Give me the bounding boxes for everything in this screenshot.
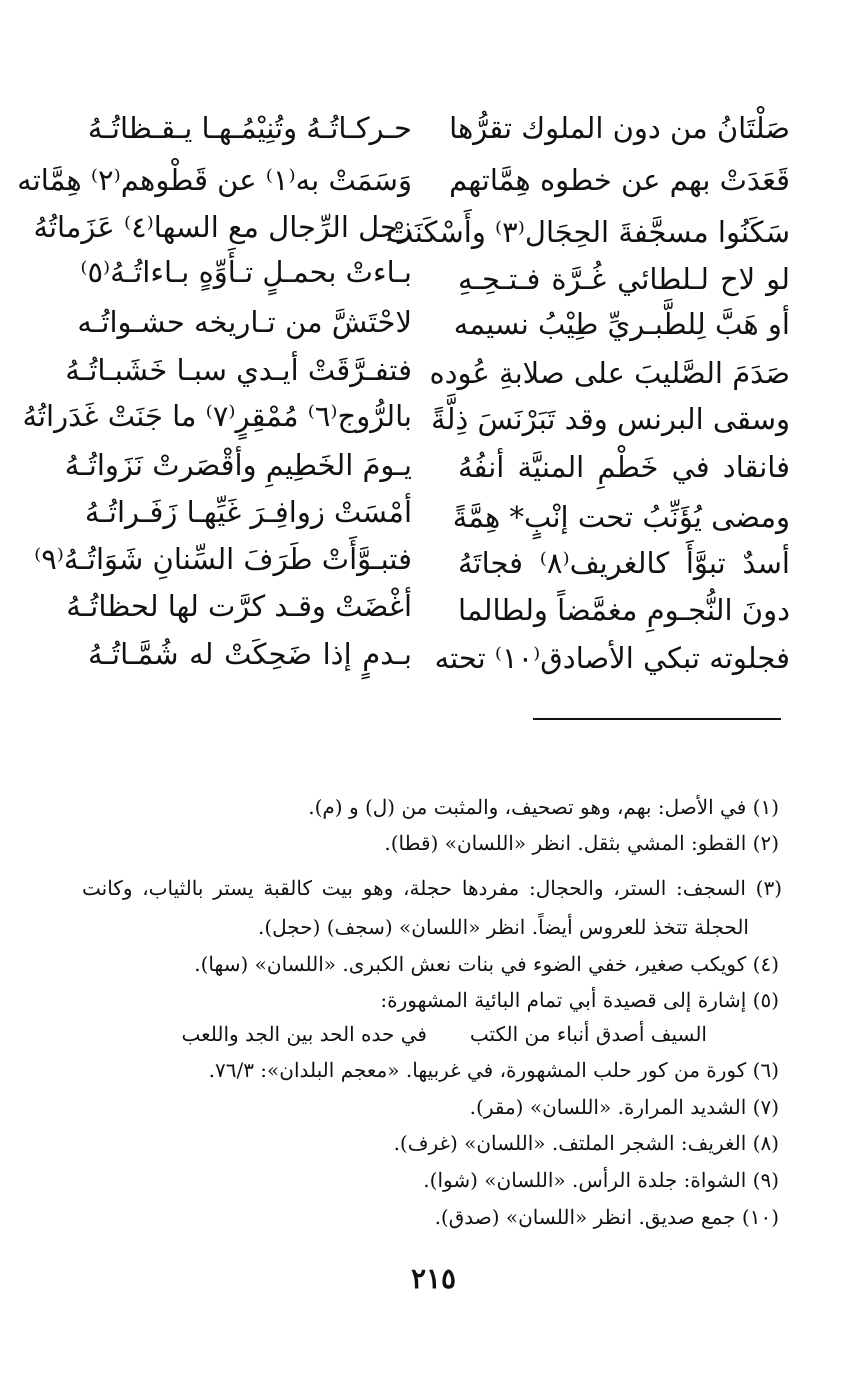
footnote-3-line-1: (٣) السجف: الستر، والحجال: مفردها حجلة، وهو بيت كالقبة يستر بالثياب، وكانت <box>82 876 782 900</box>
verse-left-1: حـركـاتُـهُ وتُنِيْمُـهـا يـقـظاتُـهُ <box>87 111 412 145</box>
verse-right-11: دونَ النُّجـومِ مغمَّضاً ولطالما <box>458 593 790 627</box>
footnote-4: (٤) كويكب صغير، خفي الضوء في بنات نعش الكبرى. «اللسان» (سها). <box>194 952 779 976</box>
verse-right-9: ومضى يُؤَنِّبُ تحت إنْبٍ* هِمَّةً <box>452 500 790 534</box>
verse-left-7: بالرُّوج⁽٦⁾ مُمْقِرٍ⁽٧⁾ ما جَنَتْ غَدَراتُهُ <box>22 399 412 433</box>
verse-left-5: لاحْتَشَّ من تـاريخه حشـواتُـه <box>77 305 412 339</box>
verse-right-5: أو هَبَّ لِلطَّبـريِّ طِيْبُ نسيمه <box>453 307 790 341</box>
verse-right-8: فانقاد في خَطْمِ المنيَّة أنفُهُ <box>458 450 790 484</box>
verse-right-12: فجلوته تبكي الأصادق⁽١٠⁾ تحته <box>434 641 790 675</box>
verse-left-4: بـاءتْ بحمـلٍ تـأَوِّهٍ بـاءاتُـهُ⁽٥⁾ <box>80 255 412 289</box>
footnote-separator <box>533 718 781 720</box>
verse-left-8: يـومَ الخَطِيمِ وأقْصَرتْ نَزَواتُـهُ <box>64 448 412 482</box>
verse-left-10: فتبـوَّأَتْ طَرَفَ السِّنانِ شَوَاتُـهُ⁽٩⁾ <box>34 542 412 576</box>
footnote-6: (٦) كورة من كور حلب المشهورة، في غربيها. «معجم البلدان»: ٧٦/٣. <box>208 1058 779 1082</box>
verse-left-12: بـدمٍ إذا ضَحِكَتْ له شُمَّـاتُـهُ <box>88 637 412 671</box>
quote-hemistich-2: في حده الحد بين الجد واللعب <box>181 1022 427 1046</box>
verse-right-2: قَعَدَتْ بهم عن خطوه هِمَّاتهم <box>449 163 790 197</box>
verse-right-6: صَدَمَ الصَّليبَ على صلابةِ عُوده <box>429 356 790 390</box>
footnote-9: (٩) الشواة: جلدة الرأس. «اللسان» (شوا). <box>423 1168 779 1192</box>
verse-left-6: فتفـرَّقَتْ أيـدي سبـا خَشَبـاتُـهُ <box>65 353 412 387</box>
verse-right-4: لو لاح لـلطائي غُـرَّة فـتـحِـهِ <box>458 262 790 296</box>
footnote-2: (٢) القطو: المشي بثقل. انظر «اللسان» (قطا). <box>384 831 779 855</box>
footnote-7: (٧) الشديد المرارة. «اللسان» (مقر). <box>469 1095 779 1119</box>
verse-right-1: صَلْتَانُ من دون الملوك تقرُّها <box>449 111 790 145</box>
verse-left-3: زجل الرِّجال مع السها⁽٤⁾ عَزَماتُهُ <box>33 210 412 244</box>
footnote-8: (٨) الغريف: الشجر الملتف. «اللسان» (غرف). <box>393 1131 779 1155</box>
footnote-10: (١٠) جمع صديق. انظر «اللسان» (صدق). <box>434 1205 779 1229</box>
verse-right-10: أسدٌ تبوَّأَ كالغريف⁽٨⁾ فجاتَهُ <box>458 546 790 580</box>
verse-right-7: وسقى البرنس وقد تَبَرْنَسَ ذِلَّةً <box>431 402 790 436</box>
footnote-3-line-2: الحجلة تتخذ للعروس أيضاً. انظر «اللسان» (سجف) (حجل). <box>257 915 749 939</box>
verse-right-3: سَكَنُوا مسجَّفةَ الحِجَال⁽٣⁾ وأَسْكَنَتْ <box>386 215 790 249</box>
footnote-5: (٥) إشارة إلى قصيدة أبي تمام البائية المشهورة: <box>380 988 779 1012</box>
footnote-1: (١) في الأصل: بهم، وهو تصحيف، والمثبت من (ل) و (م). <box>308 795 779 819</box>
verse-left-9: أمْسَتْ زوافِـرَ غَيِّهـا زَفَـراتُـهُ <box>84 495 412 529</box>
verse-left-11: أغْضَتْ وقـد كرَّت لها لحظاتُـهُ <box>66 589 412 623</box>
page-number: ٢١٥ <box>410 1262 457 1295</box>
quote-hemistich-1: السيف أصدق أنباء من الكتب <box>469 1022 707 1046</box>
verse-left-2: وَسَمَتْ به⁽١⁾ عن قَطْوهم⁽٢⁾ هِمَّاته <box>17 163 412 197</box>
